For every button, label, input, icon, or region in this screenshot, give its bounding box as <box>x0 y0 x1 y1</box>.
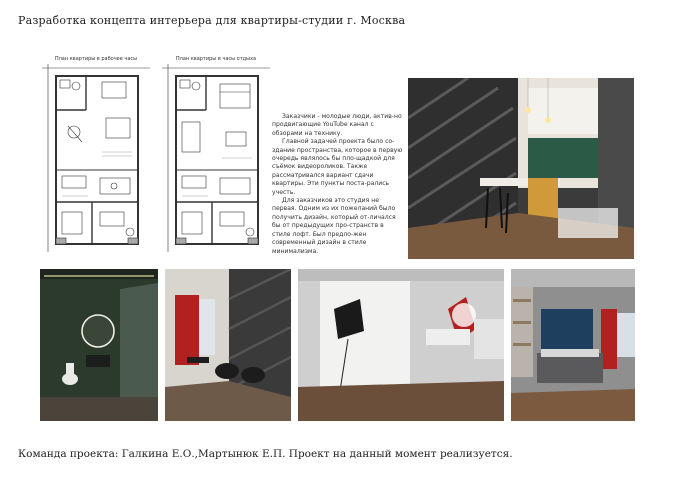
kitchen-render-image <box>408 78 634 259</box>
bathroom-render-image <box>40 269 158 421</box>
floor-plan-work-hours <box>42 56 150 254</box>
description-paragraph: Заказчики - молодые люди, актив-но продвигающие YouTube канал с обзорами на технику. <box>272 113 402 137</box>
page-title: Разработка концепта интерьера для квартиры-студии г. Москва <box>18 14 406 27</box>
living-zone-red-curtains-image <box>165 269 291 421</box>
bedroom-render-image <box>511 269 635 421</box>
plan-caption: План квартиры в часы отдыха <box>175 56 257 62</box>
description-paragraph: Для заказчиков это студия не первая. Одним из их пожеланий было получить дизайн, который от-личался бы от предыдущих про-странств в стиле лофт. Был предло-жен современный дизайн в стиле минимализма. <box>272 197 396 255</box>
plan-caption: План квартиры в рабочее часы <box>54 56 138 62</box>
description-paragraph: Главной задачей проекта было со-здание пространства, которое в первую очередь являлось бы пло-щадкой для съёмок видеороликов. Также рассматривался вариант сдачи квартиры. Эти пункты поста-рались учесть. <box>272 138 403 196</box>
filming-studio-render-image <box>298 269 504 421</box>
floor-plan-rest-hours <box>162 56 270 254</box>
project-description <box>272 113 404 256</box>
project-team-footer: Команда проекта: Галкина Е.О.,Мартынюк Е.П. Проект на данный момент реализуется. <box>18 448 513 460</box>
